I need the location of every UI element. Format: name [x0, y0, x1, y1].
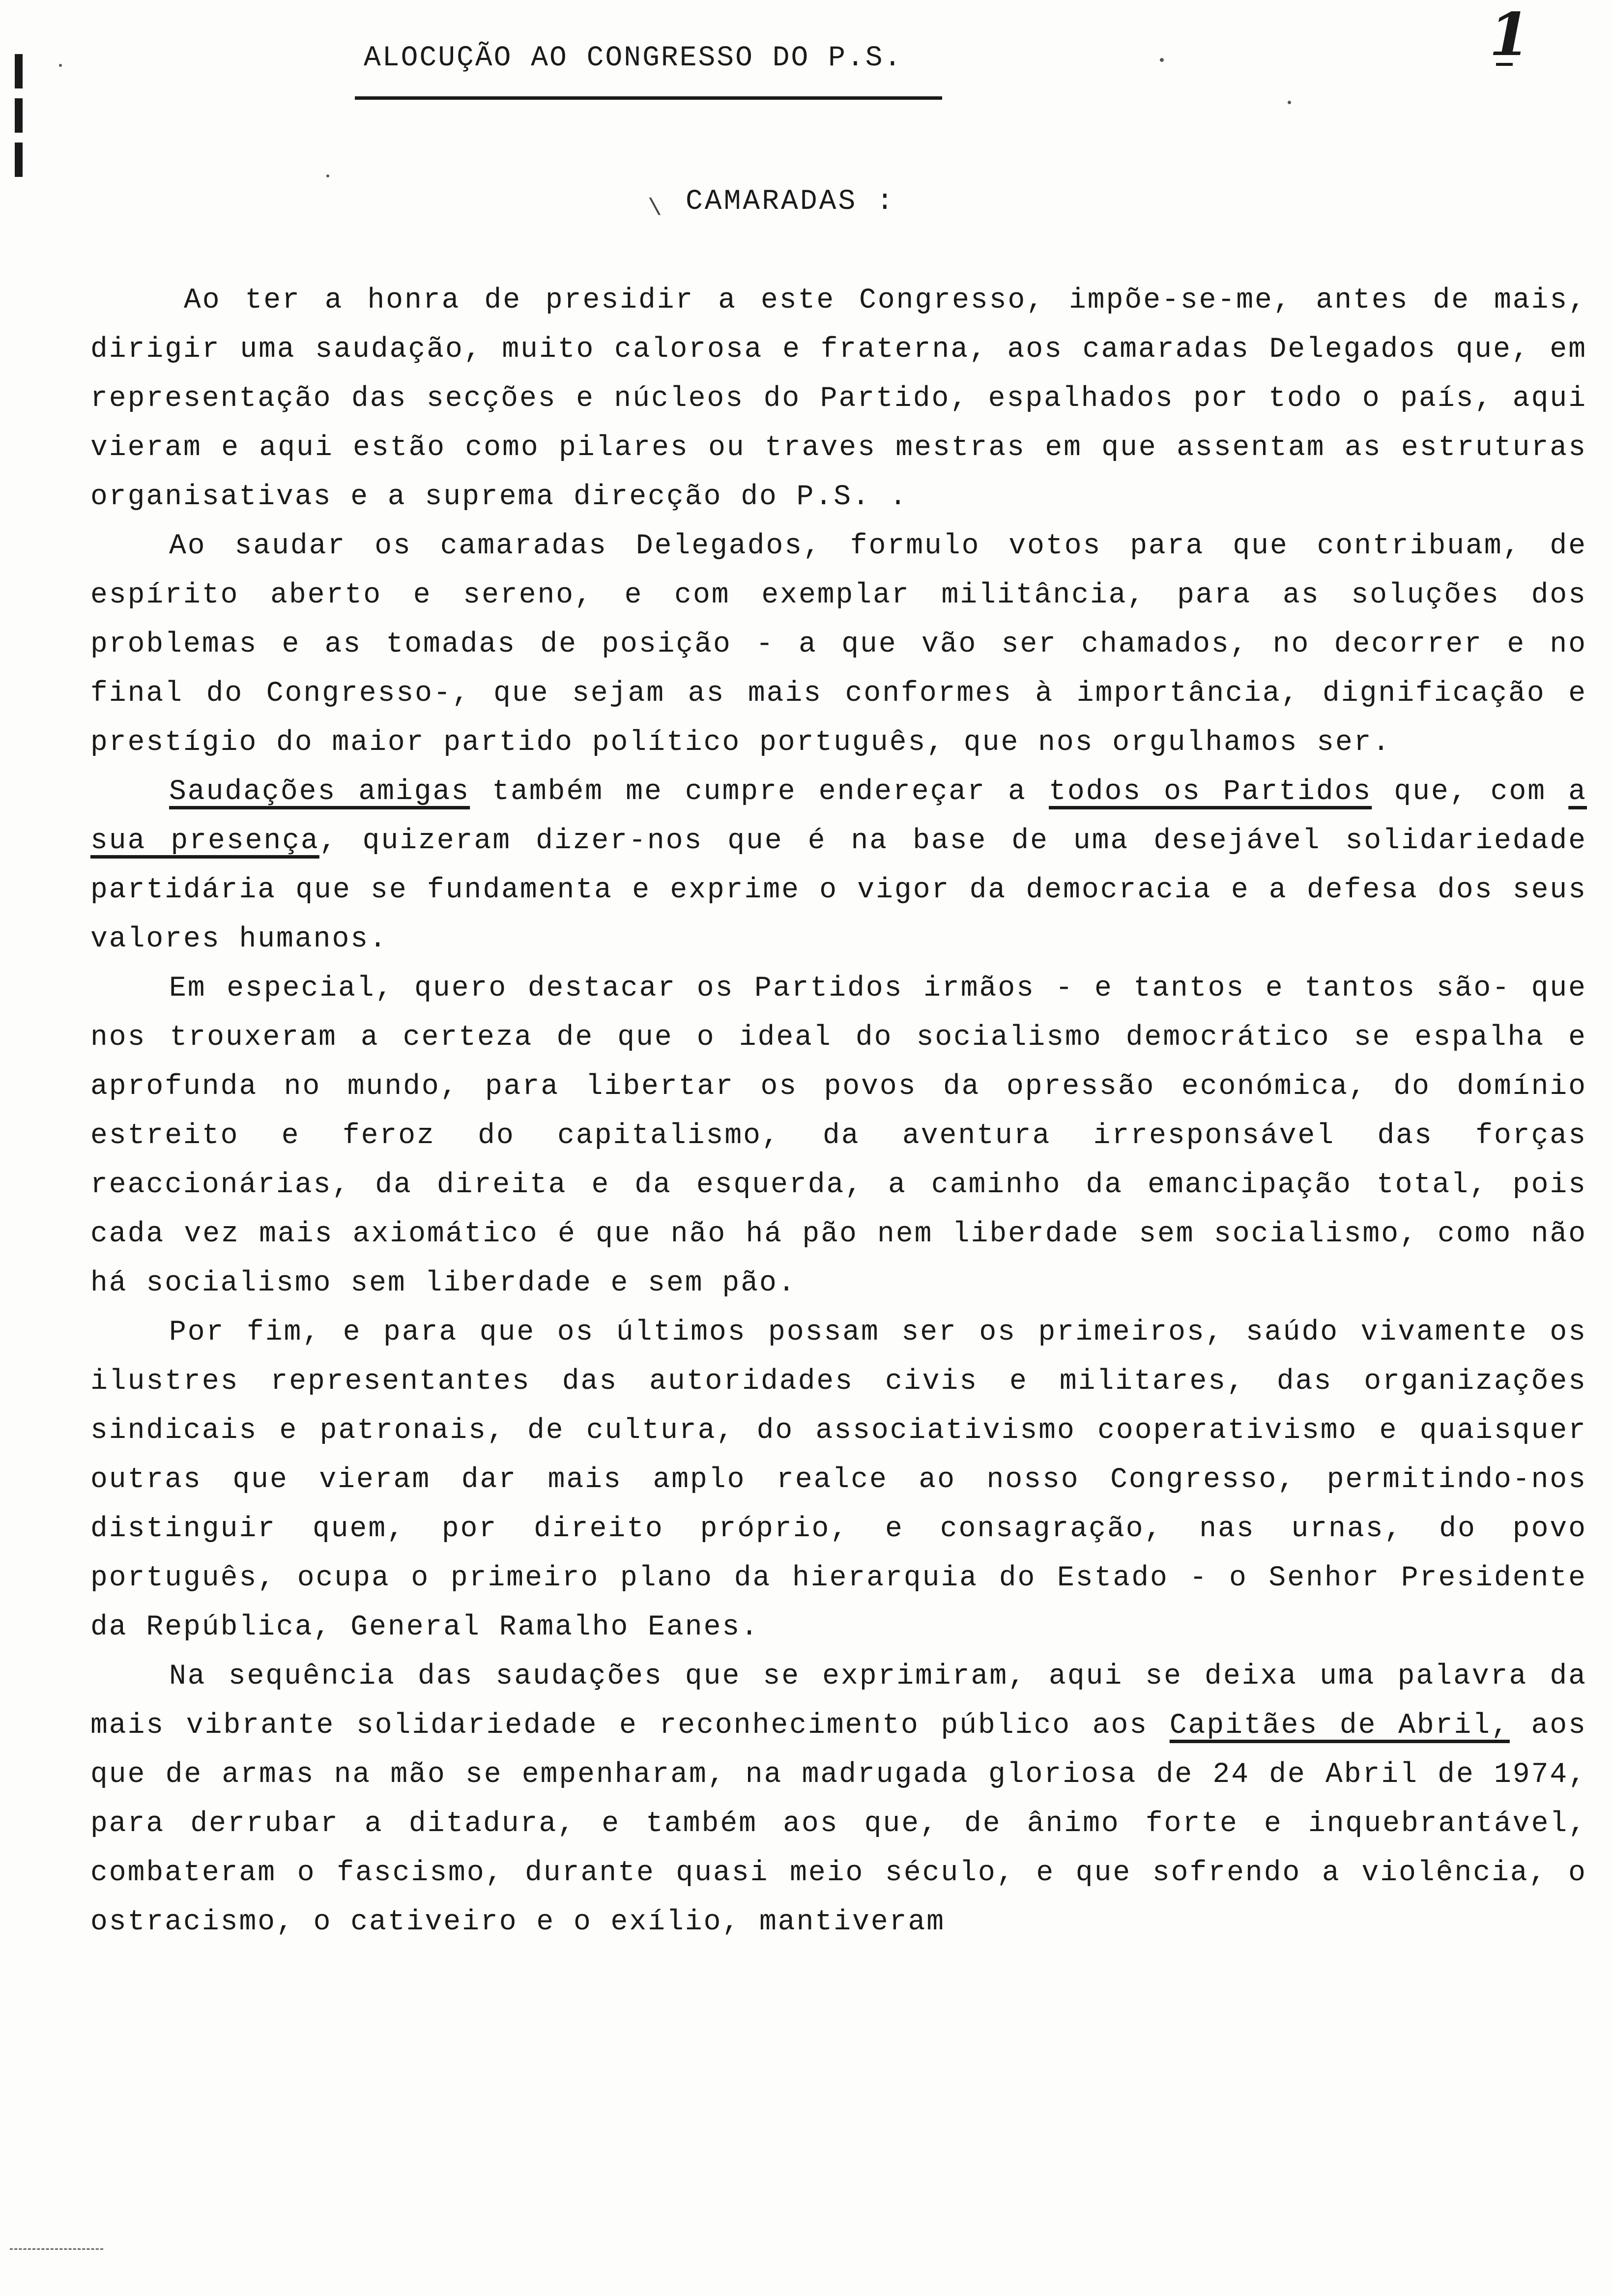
paragraph: [90, 522, 1587, 768]
paragraph: [90, 964, 1587, 1308]
stray-tick-mark: \: [648, 196, 662, 222]
paragraph-text: , quizeram dizer-nos que é na base de uma desejável solidariedade partidária que se fundamenta e exprime o vigor da democracia e a defesa dos seus valores humanos.: [90, 825, 1587, 955]
salutation: CAMARADAS :: [686, 186, 895, 218]
binder-hole-mark: [15, 54, 23, 88]
paragraph-text: Em especial, quero destacar os Partidos irmãos - e tantos e tantos são- que nos trouxeram a certeza de que o ideal do socialismo democrático se espalha e aprofunda no mundo, para libertar os povos da opressão económica, do domínio estreito e feroz do capitalismo, da aventura irresponsável das forças reaccionárias, da direita e da esquerda, a caminho da emancipação total, pois cada vez mais axiomático é que não há pão nem liberdade sem socialismo, como não há socialismo sem liberdade e sem pão.: [90, 973, 1587, 1299]
paragraph: [90, 1308, 1587, 1652]
paragraph-text: Na sequência das saudações que se exprimiram, aqui se deixa uma palavra da mais vibrante solidariedade e reconhecimento público aos: [90, 1661, 1587, 1742]
paragraph: [90, 1652, 1587, 1947]
scan-speck: [1160, 58, 1164, 62]
paragraph: [90, 276, 1587, 522]
page-number-dash: [1496, 63, 1513, 66]
paragraph-text: Ao saudar os camaradas Delegados, formulo votos para que contribuam, de espírito aberto e sereno, e com exemplar militância, para as soluções dos problemas e as tomadas de posição - a que vão ser chamados, no decorrer e no final do Congresso-, que sejam as mais conformes à importância, dignificação e prestígio do maior partido político português, que nos orgulhamos ser.: [90, 530, 1587, 759]
paragraph-text: também me cumpre endereçar a: [470, 776, 1049, 808]
binder-hole-mark: [15, 98, 23, 133]
paragraph: [90, 768, 1587, 964]
title-underline: [355, 96, 942, 100]
document-body: [90, 276, 1587, 1947]
page-number: 1: [1489, 0, 1530, 69]
scan-edge-mark: [10, 2248, 103, 2250]
paragraph-text: aos que de armas na mão se empenharam, na madrugada gloriosa de 24 de Abril de 1974, para derrubar a ditadura, e também aos que, de ânimo forte e inquebrantável, combateram o fascismo, durante quasi meio século, e que sofrendo a violência, o ostracismo, o cativeiro e o exílio, mantiveram: [90, 1710, 1587, 1938]
underlined-phrase: Capitães de Abril,: [1169, 1710, 1510, 1742]
scan-speck: [1288, 101, 1291, 104]
underlined-phrase: Saudações amigas: [169, 776, 470, 808]
underlined-phrase: todos os Partidos: [1049, 776, 1372, 808]
paragraph-text: Por fim, e para que os últimos possam ser os primeiros, saúdo vivamente os ilustres representantes das autoridades civis e militares, das organizações sindicais e patronais, de cultura, do associativismo cooperativismo e quaisquer outras que vieram dar mais amplo realce ao nosso Congresso, permitindo-nos distinguir quem, por direito próprio, e consagração, nas urnas, do povo português, ocupa o primeiro plano da hierarquia do Estado - o Senhor Presidente da República, General Ramalho Eanes.: [90, 1317, 1587, 1643]
paragraph-text: Ao ter a honra de presidir a este Congresso, impõe-se-me, antes de mais, dirigir uma saudação, muito calorosa e fraterna, aos camaradas Delegados que, em representação das secções e núcleos do Partido, espalhados por todo o país, aqui vieram e aqui estão como pilares ou traves mestras em que assentam as estruturas organisativas e a suprema direcção do P.S. .: [90, 285, 1587, 513]
scan-speck: [59, 64, 62, 67]
document-title: ALOCUÇÃO AO CONGRESSO DO P.S.: [364, 42, 903, 74]
underlined-phrase: a sua presença: [90, 776, 1587, 857]
binder-hole-mark: [15, 143, 23, 177]
paragraph-text: que, com: [1372, 776, 1569, 808]
scan-speck: [326, 174, 329, 177]
